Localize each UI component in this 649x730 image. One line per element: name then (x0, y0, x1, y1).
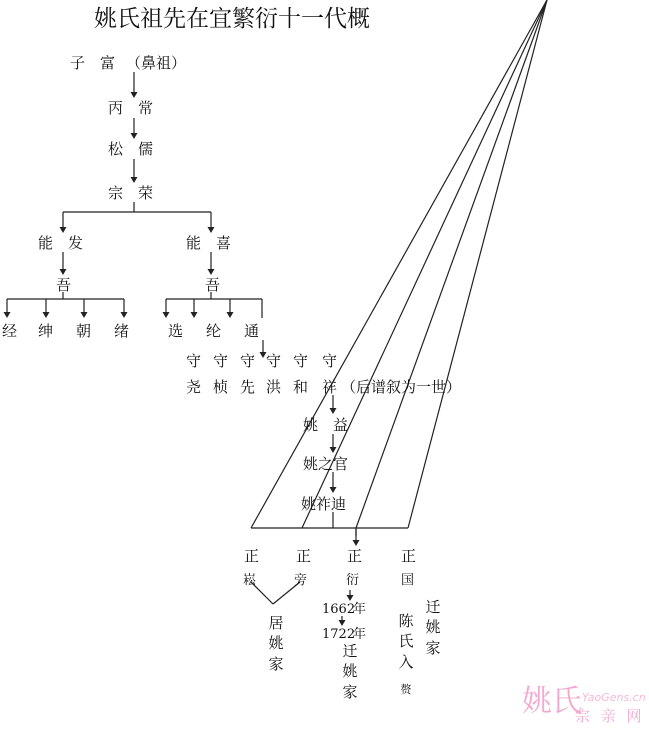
note-far-right: 迁姚家 (425, 598, 441, 657)
year-start-unit: 年 (353, 602, 367, 617)
gen10-name: 姚之官 (303, 455, 349, 473)
gen3-name: 松 儒 (108, 140, 154, 158)
gen12-bottom-1: 崧 (243, 573, 257, 588)
year-end-unit: 年 (353, 627, 367, 642)
arrowhead-56 (347, 595, 354, 601)
gen7-left-1: 经 (2, 322, 18, 340)
arrowhead-14 (60, 269, 67, 275)
watermark-logo: 姚氏 (522, 684, 582, 719)
note-left: 居姚家 (268, 614, 284, 673)
gen5-name-right: 能 喜 (186, 234, 232, 252)
gen8-prefix-3: 守 (240, 352, 256, 370)
connector-line-48 (356, 0, 547, 528)
arrowhead-32 (191, 312, 198, 318)
arrowhead-2 (131, 92, 138, 98)
gen8-name-6: 祥 (322, 378, 338, 396)
arrowhead-12 (208, 227, 215, 233)
gen6-name-right: 吾 (205, 276, 221, 294)
gen12-bottom-3: 衍 (346, 573, 360, 588)
gen7-right-3: 通 (244, 322, 260, 340)
arrowhead-22 (43, 312, 50, 318)
gen8-name-4: 洪 (266, 378, 282, 396)
connector-line-49 (408, 0, 547, 528)
gen8-prefix-5: 守 (293, 352, 309, 370)
arrowhead-52 (353, 540, 360, 546)
gen8-name-3: 先 (240, 378, 256, 396)
gen1-name: 子 富 (70, 54, 116, 72)
gen8-name-1: 尧 (186, 378, 202, 396)
gen12-top-4: 正 (401, 547, 417, 565)
arrowhead-10 (60, 227, 67, 233)
gen7-left-2: 绅 (38, 322, 54, 340)
gen7-right-2: 纶 (206, 322, 222, 340)
gen8-prefix-6: 守 (322, 352, 338, 370)
gen2-name: 丙 常 (108, 99, 154, 117)
gen12-bottom-2: 旁 (294, 573, 308, 588)
year-start: 1662 (322, 602, 356, 617)
gen4-name: 宗 荣 (108, 184, 154, 202)
arrowhead-6 (131, 177, 138, 183)
gen12-top-3: 正 (347, 547, 363, 565)
arrowhead-39 (330, 408, 337, 414)
gen12-top-1: 正 (244, 547, 260, 565)
gen8-prefix-1: 守 (186, 352, 202, 370)
arrowhead-26 (121, 312, 128, 318)
watermark-domain: YaoGens.cn (582, 691, 646, 704)
gen8-name-5: 和 (293, 378, 309, 396)
note-right-tail: 赘 (400, 683, 412, 696)
arrowhead-24 (81, 312, 88, 318)
connector-line-47 (302, 0, 547, 528)
gen8-note: （后谱叙为一世） (341, 378, 462, 396)
note-middle: 迁姚家 (342, 642, 358, 701)
gen5-name-left: 能 发 (38, 234, 84, 252)
gen12-bottom-4: 国 (401, 573, 415, 588)
gen8-name-2: 桢 (213, 378, 229, 396)
gen12-top-2: 正 (296, 547, 312, 565)
watermark-subtitle: 宗 亲 网 (575, 707, 645, 725)
gen1-note: （鼻祖） (126, 54, 187, 72)
gen7-left-4: 绪 (114, 322, 130, 340)
connector-line-46 (251, 0, 547, 528)
gen11-name: 姚祚迪 (301, 495, 347, 513)
gen8-prefix-2: 守 (213, 352, 229, 370)
gen7-right-1: 选 (168, 322, 184, 340)
gen8-prefix-4: 守 (266, 352, 282, 370)
gen6-name-left: 吾 (56, 276, 72, 294)
chart-title: 姚氏祖先在宜繁衍十一代概 (94, 6, 370, 32)
gen9-name: 姚 益 (303, 416, 349, 434)
arrowhead-4 (131, 133, 138, 139)
arrowhead-43 (330, 487, 337, 493)
arrowhead-41 (330, 447, 337, 453)
arrowhead-30 (163, 312, 170, 318)
arrowhead-20 (4, 312, 11, 318)
arrowhead-58 (339, 620, 346, 626)
year-end: 1722 (322, 627, 356, 642)
note-right: 陈氏入 (398, 612, 414, 671)
arrowhead-34 (227, 312, 234, 318)
gen7-left-3: 朝 (76, 322, 92, 340)
arrowhead-16 (208, 269, 215, 275)
